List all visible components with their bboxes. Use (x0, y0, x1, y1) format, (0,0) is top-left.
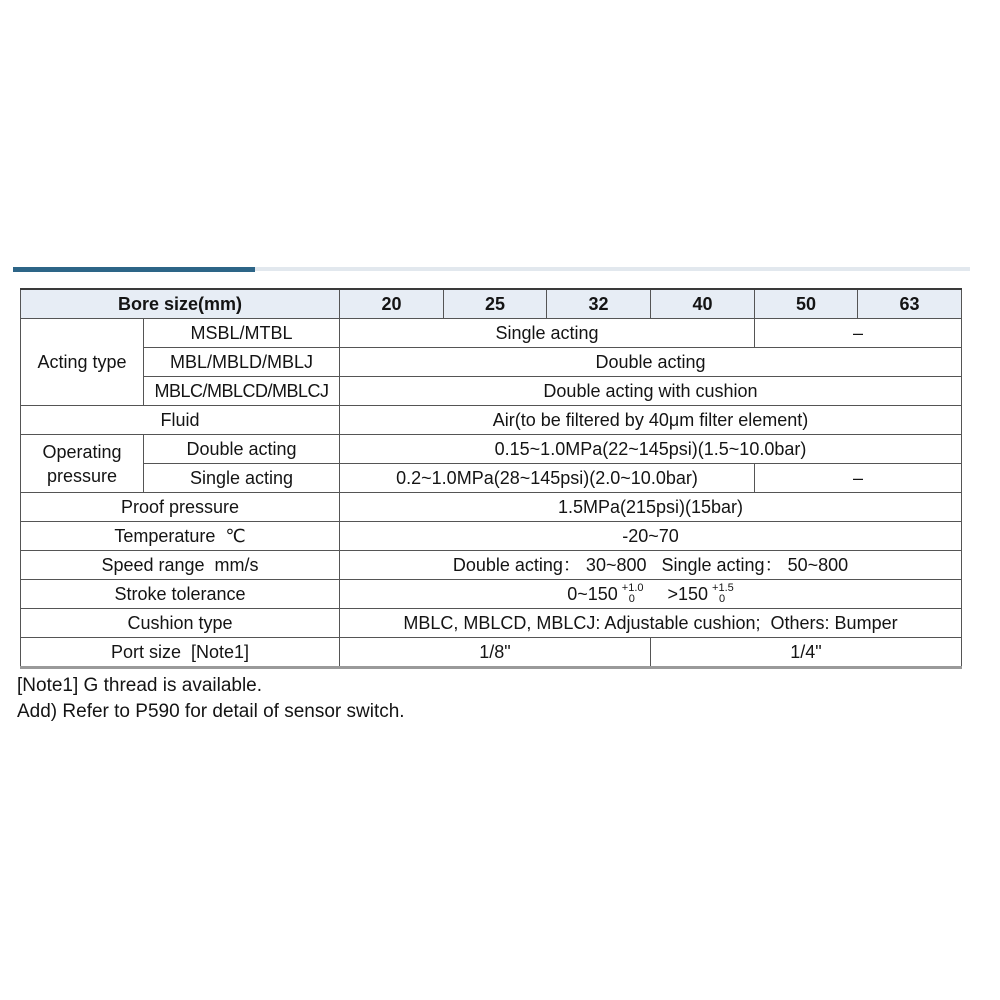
operating-pressure-label (21, 435, 144, 493)
acting-type-dash: – (755, 319, 962, 348)
table-header-row (21, 289, 962, 319)
speed-range-label: Speed range mm/s (21, 551, 340, 580)
bore-size-header: Bore size(mm) (21, 289, 340, 319)
cushion-type-label: Cushion type (21, 609, 340, 638)
section-divider (13, 267, 970, 272)
stroke-tolerance-stack-2 (712, 583, 734, 605)
model-mblc-mblcd-mblcj: MBLC/MBLCD/MBLCJ (144, 377, 340, 406)
operating-pressure-line2: pressure (46, 465, 118, 486)
operating-pressure-double-label: Double acting (144, 435, 340, 464)
temperature-label: Temperature ℃ (21, 522, 340, 551)
stroke-tolerance-row (21, 580, 962, 609)
footnotes (17, 673, 405, 725)
bore-col-20: 20 (340, 289, 444, 319)
operating-pressure-single-dash: – (755, 464, 962, 493)
bore-col-25: 25 (444, 289, 547, 319)
proof-pressure-label: Proof pressure (21, 493, 340, 522)
fluid-label: Fluid (21, 406, 340, 435)
operating-pressure-double-value: 0.15~1.0MPa(22~145psi)(1.5~10.0bar) (340, 435, 962, 464)
stroke-tolerance-stack-1 (622, 583, 644, 605)
footnote-1: [Note1] G thread is available. (17, 675, 263, 696)
divider-light-segment (255, 267, 970, 271)
divider-dark-segment (13, 267, 255, 272)
fluid-value: Air(to be filtered by 40μm filter element) (340, 406, 962, 435)
acting-type-label: Acting type (21, 319, 144, 406)
stroke-tol1-upper: +1.0 (621, 582, 644, 594)
operating-pressure-row-2 (21, 464, 962, 493)
operating-pressure-row-1 (21, 435, 962, 464)
bore-col-50: 50 (755, 289, 858, 319)
stroke-tolerance-label: Stroke tolerance (21, 580, 340, 609)
temperature-row (21, 522, 962, 551)
acting-type-row-1 (21, 319, 962, 348)
acting-type-value-cushion: Double acting with cushion (340, 377, 962, 406)
stroke-range-2: >150 (667, 584, 709, 604)
bore-col-32: 32 (547, 289, 651, 319)
proof-pressure-row (21, 493, 962, 522)
operating-pressure-single-value: 0.2~1.0MPa(28~145psi)(2.0~10.0bar) (340, 464, 755, 493)
temperature-value: -20~70 (340, 522, 962, 551)
operating-pressure-single-label: Single acting (144, 464, 340, 493)
cushion-type-value: MBLC, MBLCD, MBLCJ: Adjustable cushion; Others: Bumper (340, 609, 962, 638)
cushion-type-row (21, 609, 962, 638)
bore-col-63: 63 (858, 289, 962, 319)
stroke-range-1: 0~150 (567, 584, 618, 604)
acting-type-value-double: Double acting (340, 348, 962, 377)
stroke-tol1-lower: 0 (628, 593, 635, 605)
port-size-large-value: 1/4" (651, 638, 962, 668)
operating-pressure-line1: Operating (42, 441, 122, 462)
port-size-row (21, 638, 962, 668)
speed-range-value: Double acting： 30~800 Single acting： 50~800 (340, 551, 962, 580)
acting-type-value-single: Single acting (340, 319, 755, 348)
model-mbl-mbld-mblj: MBL/MBLD/MBLJ (144, 348, 340, 377)
port-size-small-value: 1/8" (340, 638, 651, 668)
bore-col-40: 40 (651, 289, 755, 319)
port-size-label: Port size [Note1] (21, 638, 340, 668)
fluid-row (21, 406, 962, 435)
acting-type-row-2 (21, 348, 962, 377)
specification-table (20, 288, 962, 669)
footnote-2: Add) Refer to P590 for detail of sensor switch. (17, 701, 405, 722)
acting-type-row-3 (21, 377, 962, 406)
stroke-tolerance-value (340, 580, 962, 609)
model-msbl-mtbl: MSBL/MTBL (144, 319, 340, 348)
proof-pressure-value: 1.5MPa(215psi)(15bar) (340, 493, 962, 522)
stroke-tol2-lower: 0 (719, 593, 726, 605)
speed-range-row (21, 551, 962, 580)
stroke-tol2-upper: +1.5 (712, 582, 734, 594)
